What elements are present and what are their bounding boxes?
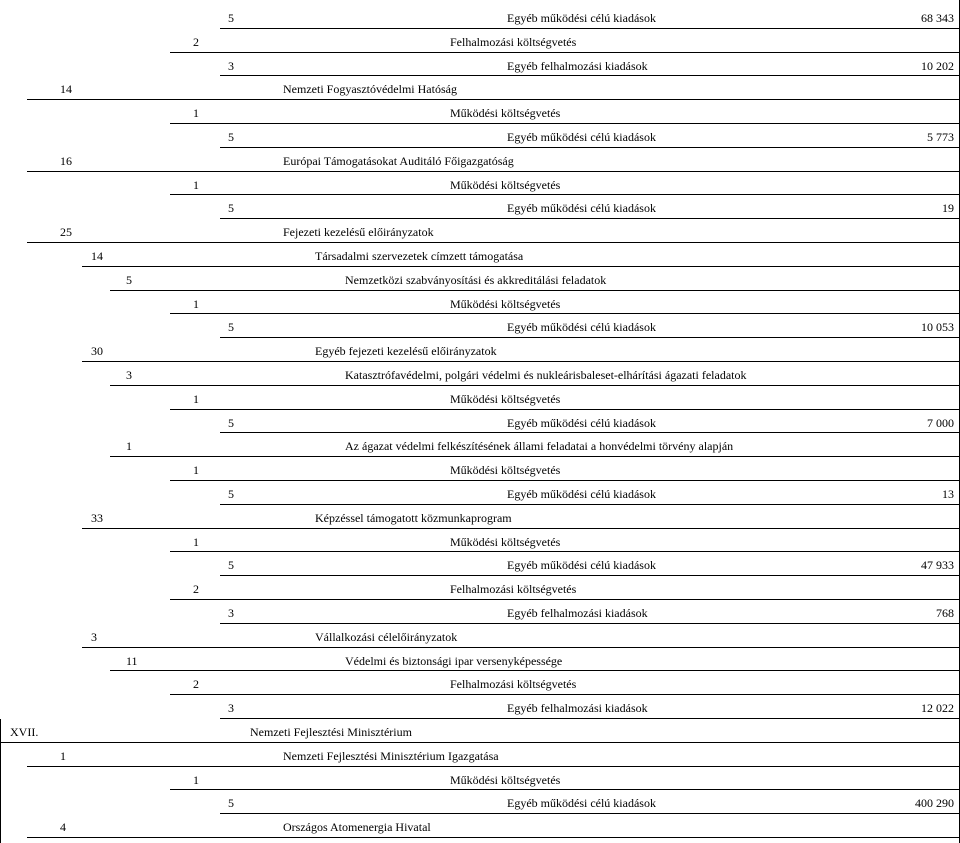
row-name: Egyéb felhalmozási kiadások (507, 58, 648, 73)
row-name: Működési költségvetés (450, 534, 561, 549)
row-code: 5 (228, 487, 234, 501)
row-amount: 768 (936, 606, 954, 620)
row-code: 30 (91, 344, 103, 359)
row-code: 1 (60, 748, 66, 763)
table-row (0, 410, 960, 434)
row-name: Európai Támogatásokat Auditáló Főigazgatóság (283, 153, 514, 168)
table-row (0, 76, 960, 100)
table-row (0, 172, 960, 196)
table-row (0, 743, 960, 767)
table-row (0, 243, 960, 267)
row-code: 1 (193, 177, 199, 192)
row-amount: 12 022 (921, 701, 954, 716)
row-code: 4 (60, 820, 66, 835)
table-row (0, 386, 960, 410)
table-row (0, 433, 960, 457)
row-name: Vállalkozási célelőirányzatok (315, 629, 458, 644)
row-name: Egyéb felhalmozási kiadások (507, 701, 648, 716)
row-amount: 10 202 (921, 58, 954, 73)
table-row (0, 790, 960, 814)
row-code: XVII. (10, 725, 39, 739)
row-name: Egyéb működési célú kiadások (507, 796, 656, 811)
row-name: Országos Atomenergia Hivatal (283, 820, 431, 835)
table-row (0, 219, 960, 243)
row-amount: 19 (942, 201, 954, 216)
table-row (0, 552, 960, 576)
row-code: 1 (193, 296, 199, 311)
row-name: Egyéb működési célú kiadások (507, 320, 656, 335)
table-row (0, 671, 960, 695)
row-name: Egyéb működési célú kiadások (507, 11, 656, 25)
row-name: Egyéb fejezeti kezelésű előirányzatok (315, 344, 497, 359)
row-name: Egyéb működési célú kiadások (507, 130, 656, 144)
row-name: Védelmi és biztonsági ipar versenyképessége (345, 653, 563, 668)
row-code: 14 (60, 82, 72, 97)
table-row (0, 719, 960, 743)
row-name: Nemzetközi szabványosítási és akkreditálási feladatok (345, 272, 607, 287)
row-name: Működési költségvetés (450, 772, 561, 787)
row-name: Nemzeti Fogyasztóvédelmi Hatóság (283, 82, 457, 97)
row-amount: 400 290 (915, 796, 954, 811)
table-row (0, 5, 960, 29)
row-code: 3 (91, 629, 97, 644)
table-row (0, 100, 960, 124)
row-code: 1 (193, 106, 199, 121)
table-row (0, 767, 960, 791)
row-code: 1 (193, 391, 199, 406)
row-code: 3 (126, 368, 132, 382)
row-name: Felhalmozási költségvetés (450, 582, 577, 597)
row-code: 3 (228, 58, 234, 73)
table-row (0, 362, 960, 386)
row-code: 11 (126, 653, 138, 668)
row-name: Fejezeti kezelésű előirányzatok (283, 225, 434, 240)
row-code: 2 (193, 677, 199, 692)
table-row (0, 29, 960, 53)
table-row (0, 576, 960, 600)
row-code: 1 (193, 534, 199, 549)
row-name: Az ágazat védelmi felkészítésének állami feladatai a honvédelmi törvény alapján (345, 439, 734, 454)
table-row (0, 124, 960, 148)
row-amount: 47 933 (921, 558, 954, 573)
row-name: Katasztrófavédelmi, polgári védelmi és nukleárisbaleset-elhárítási ágazati feladatok (345, 368, 747, 382)
row-name: Egyéb működési célú kiadások (507, 558, 656, 573)
row-code: 1 (126, 439, 132, 454)
table-row (0, 267, 960, 291)
row-name: Felhalmozási költségvetés (450, 677, 577, 692)
row-amount: 7 000 (927, 415, 954, 430)
row-code: 5 (228, 11, 234, 25)
row-name: Egyéb működési célú kiadások (507, 415, 656, 430)
table-row (0, 457, 960, 481)
row-name: Működési költségvetés (450, 177, 561, 192)
row-divider (27, 837, 960, 838)
table-row (0, 695, 960, 719)
row-name: Társadalmi szervezetek címzett támogatása (315, 249, 524, 263)
row-name: Nemzeti Fejlesztési Minisztérium (250, 725, 412, 739)
row-name: Nemzeti Fejlesztési Minisztérium Igazgatása (283, 748, 499, 763)
row-name: Egyéb működési célú kiadások (507, 201, 656, 216)
row-name: Egyéb működési célú kiadások (507, 487, 656, 501)
row-code: 3 (228, 701, 234, 716)
table-row (0, 481, 960, 505)
row-code: 25 (60, 225, 72, 240)
table-row (0, 529, 960, 553)
row-code: 2 (193, 582, 199, 597)
row-name: Felhalmozási költségvetés (450, 34, 577, 49)
row-amount: 5 773 (927, 130, 954, 144)
row-name: Működési költségvetés (450, 106, 561, 121)
row-code: 1 (193, 772, 199, 787)
row-code: 5 (228, 320, 234, 335)
row-code: 5 (126, 272, 132, 287)
table-row (0, 648, 960, 672)
row-code: 5 (228, 558, 234, 573)
row-name: Egyéb felhalmozási kiadások (507, 606, 648, 620)
table-row (0, 291, 960, 315)
table-row (0, 505, 960, 529)
row-name: Képzéssel támogatott közmunkaprogram (315, 510, 512, 525)
row-code: 3 (228, 606, 234, 620)
table-row (0, 53, 960, 77)
table-row (0, 814, 960, 838)
row-code: 5 (228, 130, 234, 144)
row-code: 1 (193, 463, 199, 478)
row-name: Működési költségvetés (450, 391, 561, 406)
row-name: Működési költségvetés (450, 296, 561, 311)
row-code: 33 (91, 510, 103, 525)
table-row (0, 338, 960, 362)
row-amount: 10 053 (921, 320, 954, 335)
table-row (0, 314, 960, 338)
row-name: Működési költségvetés (450, 463, 561, 478)
table-left-border (0, 719, 1, 843)
row-amount: 13 (942, 487, 954, 501)
table-row (0, 624, 960, 648)
row-code: 2 (193, 34, 199, 49)
row-code: 5 (228, 796, 234, 811)
row-code: 5 (228, 415, 234, 430)
row-code: 16 (60, 153, 72, 168)
row-code: 5 (228, 201, 234, 216)
row-amount: 68 343 (921, 11, 954, 25)
row-code: 14 (91, 249, 103, 263)
table-row (0, 148, 960, 172)
table-row (0, 600, 960, 624)
table-row (0, 195, 960, 219)
